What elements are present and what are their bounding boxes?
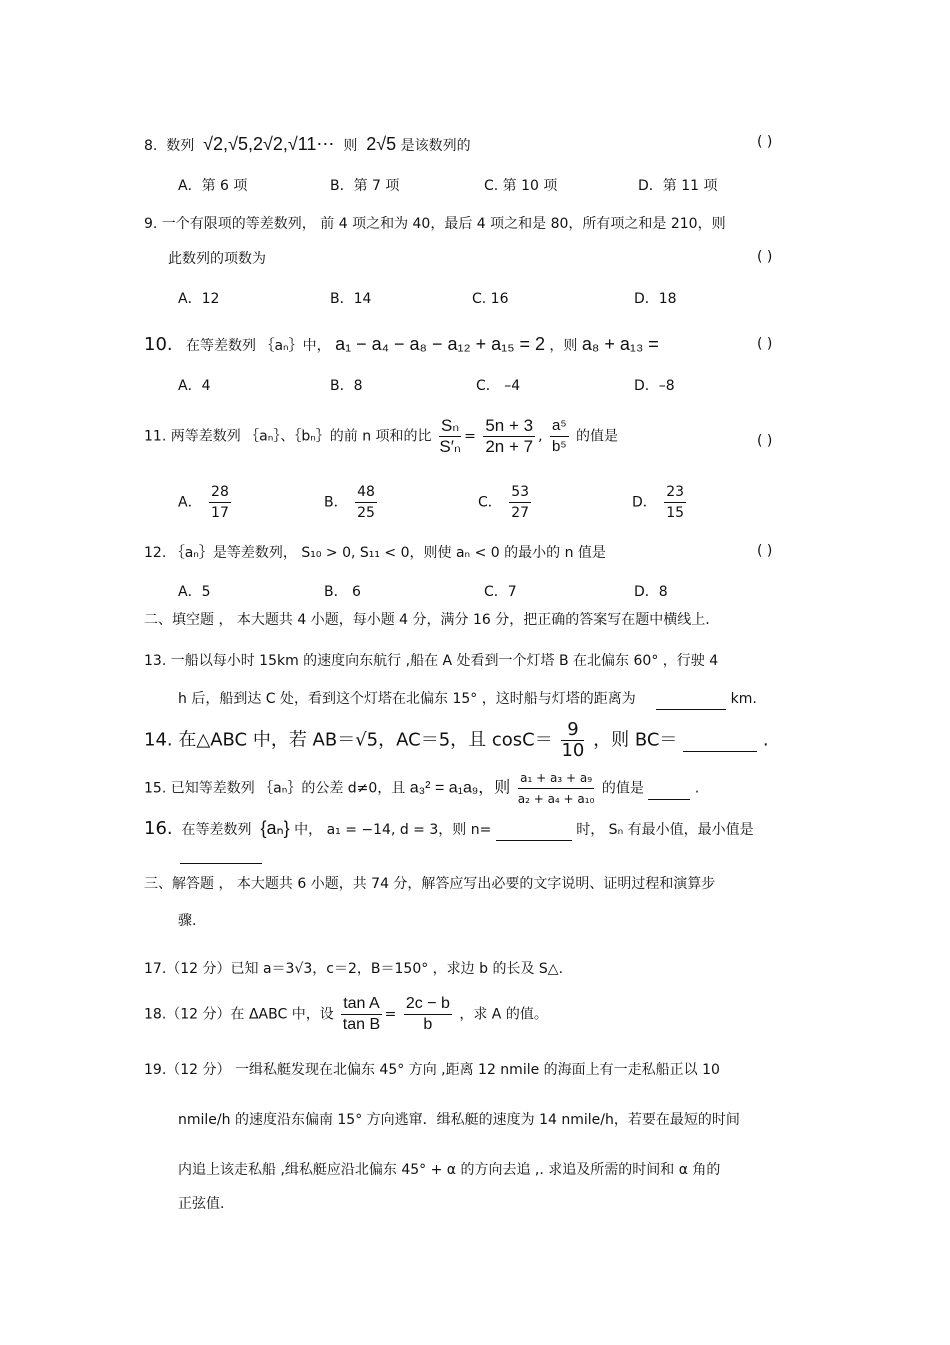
q10-option-c: C． –4 bbox=[476, 378, 521, 394]
q13-stem-line1: 13. 一船以每小时 15km 的速度向东航行 ,船在 A 处看到一个灯塔 B 在北偏东 60° ，行驶 4 bbox=[144, 653, 719, 669]
q16-min-blank[interactable] bbox=[180, 845, 262, 864]
q19-stem-line4: 正弦值. bbox=[178, 1196, 225, 1212]
q12-option-c: C．7 bbox=[484, 584, 517, 600]
q9-option-a: A．12 bbox=[178, 291, 220, 307]
q18-right-fraction: $\frac{2c - b}{b}$ bbox=[405, 995, 450, 1033]
q19-stem-line1: 19.（12 分） 一缉私艇发现在北偏东 45° 方向 ,距离 12 nmile 的海面上有一走私船正以 10 bbox=[144, 1062, 720, 1078]
q10-option-d: D．–8 bbox=[634, 378, 675, 394]
q17-stem: 17.（12 分）已知 a＝3√3，c＝2，B＝150° ，求边 b 的长及 S△. bbox=[144, 961, 564, 977]
q10-answer-paren: ( ) bbox=[757, 336, 773, 352]
q16-sequence: {aₙ} bbox=[260, 818, 290, 838]
q18-stem: 18.（12 分）在 ΔABC 中，设 $\frac{\text{tan A}}{\text{tan B}}$ = $\frac{2c - b}{b}$ ，求 A 的值。 bbox=[144, 995, 548, 1033]
q9-stem-line1: 9. 一个有限项的等差数列， 前 4 项之和为 40，最后 4 项之和是 80，所有项之和是 210，则 bbox=[144, 216, 726, 232]
q8-option-d: D．第 11 项 bbox=[638, 178, 718, 194]
q15-answer-blank[interactable] bbox=[648, 779, 690, 800]
q16-n-blank[interactable] bbox=[496, 820, 572, 841]
q10-number: 10. bbox=[144, 334, 173, 355]
q11-stem: 11. 两等差数列 ｛aₙ｝、｛bₙ｝的前 n 项和的比 $\frac{\text{Sₙ}}{\text{S′ₙ}}$ = $\frac{5n + 3}{2n + 7}$ , $\frac{\text{a⁵}}{\text{b⁵}}$ 的值是 bbox=[144, 416, 618, 456]
q10-option-b: B．8 bbox=[330, 378, 363, 394]
q8-stem: 8. 数列 √2,√5,2√2,√11⋯ 则 2√5 是该数列的 bbox=[144, 134, 471, 154]
q9-option-d: D．18 bbox=[634, 291, 677, 307]
q8-option-c: C. 第 10 项 bbox=[484, 178, 558, 194]
q11-ratio-left: $\frac{\text{Sₙ}}{\text{S′ₙ}}$ bbox=[439, 416, 461, 456]
q16-stem: 16. 在等差数列 {aₙ} 中， a₁ = −14, d = 3，则 n= 时， Sₙ 有最小值，最小值是 bbox=[144, 818, 754, 839]
section-3-heading-cont: 骤. bbox=[178, 913, 197, 929]
q15-fraction: $\frac{\text{a₁ + a₃ + a₉}}{\text{a₂ + a₄ + a₁₀}}$ bbox=[518, 768, 595, 809]
q14-stem: 14. 在△ABC 中，若 AB＝√5，AC＝5，且 cosC＝ $\frac{9}{10}$ ，则 BC＝ . bbox=[144, 719, 769, 761]
q15-stem: 15. 已知等差数列 ｛aₙ｝的公差 d≠0，且 a₃² = a₁a₉，则 $\frac{\text{a₁ + a₃ + a₉}}{\text{a₂ + a₄ + a₁₀}}$ 的值是 . bbox=[144, 768, 699, 809]
q12-option-b: B． 6 bbox=[324, 584, 361, 600]
q9-option-c: C. 16 bbox=[472, 291, 509, 307]
section-2-heading: 二、填空题 ， 本大题共 4 小题，每小题 4 分，满分 16 分，把正确的答案写在题中横线上. bbox=[144, 612, 710, 628]
q8-term: 2√5 bbox=[366, 134, 397, 154]
q12-answer-paren: ( ) bbox=[757, 543, 773, 559]
q10-option-a: A．4 bbox=[178, 378, 211, 394]
q8-number: 8. bbox=[144, 138, 158, 154]
q11-option-b: B． $\frac{48}{25}$ bbox=[324, 484, 375, 521]
q19-stem-line3: 内追上该走私船 ,缉私艇应沿北偏东 45° + α 的方向去追 ,. 求追及所需的时间和 α 角的 bbox=[178, 1162, 721, 1178]
q9-option-b: B．14 bbox=[330, 291, 372, 307]
q14-cos-fraction: $\frac{9}{10}$ bbox=[561, 719, 585, 761]
section-3-heading: 三、解答题 ， 本大题共 6 小题，共 74 分，解答应写出必要的文字说明、证明过程和演算步 bbox=[144, 876, 716, 892]
q10-ask: a₈ + a₁₃ = bbox=[581, 334, 659, 354]
q11-ratio-right: $\frac{5n + 3}{2n + 7}$ bbox=[485, 416, 534, 456]
q8-option-b: B．第 7 项 bbox=[330, 178, 400, 194]
q10-equation: a₁ − a₄ − a₈ − a₁₂ + a₁₅ = 2 bbox=[335, 334, 545, 354]
q11-option-d: D． $\frac{23}{15}$ bbox=[632, 484, 685, 521]
q8-answer-paren: ( ) bbox=[757, 134, 773, 150]
q12-stem: 12. ｛aₙ｝是等差数列， S₁₀ > 0, S₁₁ < 0，则使 aₙ < 0 的最小的 n 值是 bbox=[144, 545, 606, 561]
q10-stem: 10. 在等差数列 ｛aₙ｝中， a₁ − a₄ − a₈ − a₁₂ + a₁₅ = 2 ，则 a₈ + a₁₃ = bbox=[144, 334, 659, 355]
q13-answer-blank[interactable] bbox=[656, 689, 726, 710]
q9-stem-line2: 此数列的项数为 bbox=[168, 251, 266, 267]
q11-target-fraction: $\frac{\text{a⁵}}{\text{b⁵}}$ bbox=[551, 417, 567, 455]
q12-option-d: D．8 bbox=[634, 584, 668, 600]
q15-condition: a₃² = a₁a₉，则 bbox=[409, 779, 511, 797]
q11-option-a: A． $\frac{28}{17}$ bbox=[178, 484, 229, 521]
q18-left-fraction: $\frac{\text{tan A}}{\text{tan B}}$ bbox=[342, 995, 381, 1033]
q11-answer-paren: ( ) bbox=[757, 433, 773, 449]
q8-option-a: A．第 6 项 bbox=[178, 178, 248, 194]
q19-stem-line2: nmile/h 的速度沿东偏南 15° 方向逃窜．缉私艇的速度为 14 nmile/h，若要在最短的时间 bbox=[178, 1112, 740, 1128]
q11-option-c: C． $\frac{53}{27}$ bbox=[478, 484, 530, 521]
q9-answer-paren: ( ) bbox=[757, 249, 773, 265]
q14-answer-blank[interactable] bbox=[683, 731, 757, 752]
q8-sequence: √2,√5,2√2,√11⋯ bbox=[203, 134, 335, 154]
q12-option-a: A．5 bbox=[178, 584, 211, 600]
q13-stem-line2: h 后，船到达 C 处，看到这个灯塔在北偏东 15° ，这时船与灯塔的距离为 km. bbox=[178, 689, 757, 710]
